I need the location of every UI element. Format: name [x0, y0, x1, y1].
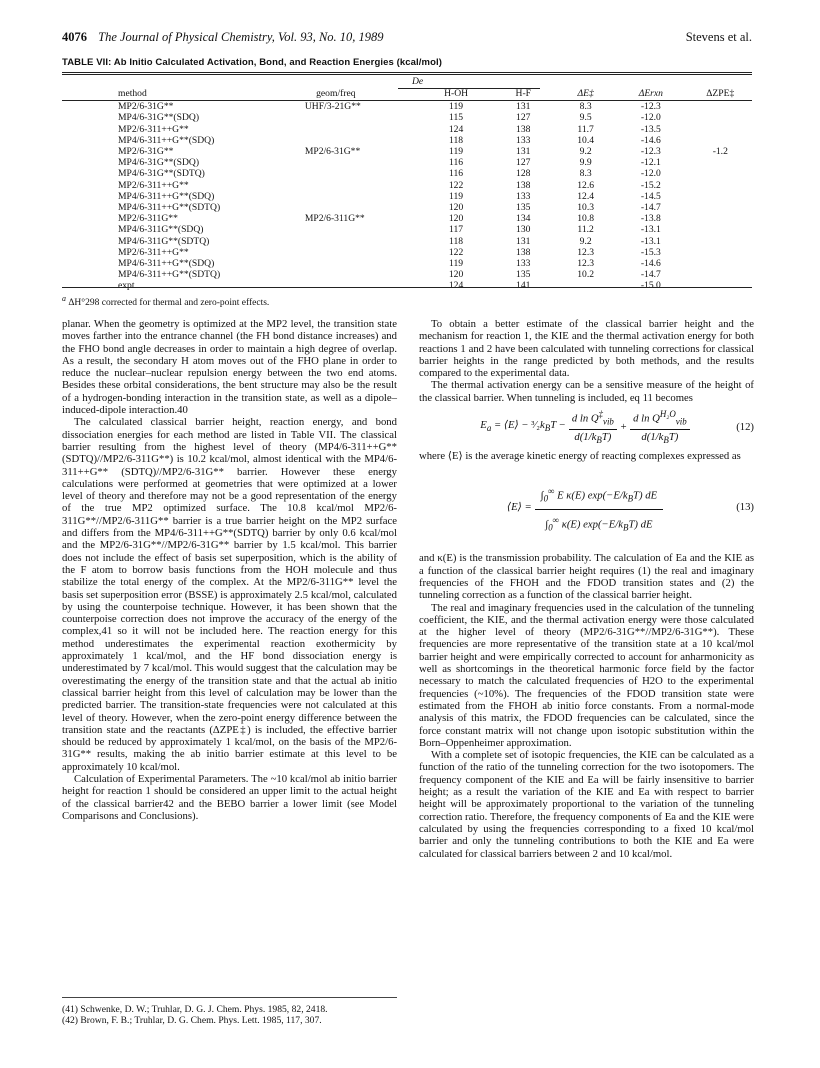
table-footnote: $^a$ ΔH°298 corrected for thermal and zero-point effects. — [62, 294, 270, 309]
table-cell: MP4/6-311G**(SDQ) — [118, 224, 204, 236]
table-row — [62, 247, 752, 258]
table-cell: -12.0 — [640, 168, 661, 180]
table-cell: MP2/6-31G** — [118, 146, 174, 158]
table-cell — [689, 191, 752, 202]
paragraph: planar. When the geometry is optimized at the MP2 level, the transition state moves farther into the entrance channel (the FH bond distance increases) and the FHO bond angle decreases in order to maintain a high degree of overlap. As a result, the secondary H atom moves out of the FHO plane in order to reduce the nuclear–nuclear repulsion energy between the two end atoms. Besides these orbital considerations, the bent structure may also be the result of a hydrogen-bonding interaction in the transition state, as well as a dipole–induced-dipole interaction.40 — [62, 318, 397, 417]
table-cell — [248, 180, 424, 191]
references — [62, 1004, 397, 1027]
paragraph: To obtain a better estimate of the classical barrier height and the mechanism for reaction 1, the KIE and the thermal activation energy for both reactions 1 and 2 have been calculated with tunneling corrections for classical barrier heights in the range predicted by both methods, and the results compared to the experimental data. — [419, 318, 754, 380]
table-cell: 10.4 — [577, 134, 595, 146]
reference-rule — [62, 997, 397, 998]
table-row — [62, 213, 752, 224]
table-cell — [689, 224, 752, 235]
equation-number-13: (13) — [736, 501, 754, 514]
table-cell: UHF/3-21G** — [304, 101, 361, 113]
table-cell: 127 — [516, 157, 531, 169]
table-cell: 12.3 — [577, 246, 595, 258]
table-cell: -14.6 — [640, 258, 661, 270]
equation-12: $E_a$ = ⟨E⟩ − $^3⁄_2k_BT$ − $\frac{d \ln Q^\ddagger_{vib}}{d(1/k_BT)}$ + $\frac{d \ln Q^{H_2O}_{vib}}{d(1/k_BT)}$ (12) — [480, 408, 754, 445]
table-cell — [248, 269, 424, 280]
equation-number-12: (12) — [736, 420, 754, 433]
table-cell: MP2/6-31G** — [304, 146, 361, 158]
table-row — [62, 168, 752, 179]
table-cell: -13.1 — [640, 235, 661, 247]
table-row — [62, 236, 752, 247]
table-cell — [689, 168, 752, 179]
table-cell: -1.2 — [712, 146, 728, 158]
table-cell: 119 — [449, 146, 464, 158]
table-cell: 9.9 — [579, 157, 592, 169]
reference-41: (41) Schwenke, D. W.; Truhlar, D. G. J. Chem. Phys. 1985, 82, 2418. — [62, 1004, 328, 1015]
table-cell: 11.2 — [577, 224, 594, 236]
table-cell — [689, 213, 752, 224]
table-cell: 12.4 — [577, 190, 595, 202]
table-row — [62, 224, 752, 235]
table-cell: 10.8 — [577, 213, 595, 225]
running-header — [62, 30, 752, 46]
table-cell: 8.3 — [579, 101, 592, 113]
table-row — [62, 135, 752, 146]
paragraph: and κ(E) is the transmission probability. The calculation of Ea and the KIE as a function of the classical barrier height requires (1) the real and imaginary frequencies of the FHOH and the FDOD transition states and (2) the tunneling correction as a function of the classical barrier height. — [419, 552, 754, 602]
table-row — [62, 124, 752, 135]
table-top-rule-2 — [62, 74, 752, 75]
table-cell: 138 — [516, 179, 531, 191]
table-cell: MP4/6-311++G**(SDQ) — [118, 190, 215, 202]
table-cell — [689, 202, 752, 213]
col-header-zpe: ΔZPE‡ — [706, 88, 735, 99]
table-cell: MP2/6-31G** — [118, 101, 174, 113]
table-cell — [689, 124, 752, 135]
table-cell: MP4/6-311G**(SDTQ) — [118, 235, 210, 247]
table-cell: 133 — [516, 190, 531, 202]
table-cell: 133 — [516, 258, 531, 270]
table-cell: 130 — [516, 224, 531, 236]
table-cell: MP4/6-311++G**(SDTQ) — [118, 269, 221, 281]
table-cell: MP4/6-31G**(SDQ) — [118, 112, 200, 124]
table-cell — [689, 269, 752, 280]
table-cell: 119 — [449, 101, 464, 113]
table-cell: MP4/6-31G**(SDTQ) — [118, 168, 205, 180]
table-cell: 122 — [448, 246, 464, 258]
table-cell — [248, 135, 424, 146]
table-cell: 10.2 — [577, 269, 595, 281]
table-cell: MP2/6-311G** — [304, 213, 365, 225]
table-cell: 124 — [448, 280, 464, 292]
table-row — [62, 269, 752, 280]
table-cell: 118 — [449, 235, 464, 247]
table-cell: 122 — [448, 179, 464, 191]
table-caption: TABLE VII: Ab Initio Calculated Activation, Bond, and Reaction Energies (kcal/mol) — [62, 57, 442, 68]
table-cell: -15.3 — [640, 246, 661, 258]
page-number: 4076 — [62, 30, 87, 44]
table-cell — [248, 236, 424, 247]
table-cell — [689, 258, 752, 269]
table-cell: -15.2 — [640, 179, 661, 191]
table-cell: 120 — [448, 213, 464, 225]
table-cell: 131 — [516, 146, 531, 158]
table-bottom-rule — [62, 287, 752, 288]
table-header-row — [62, 88, 752, 101]
table-cell: -15.0 — [640, 280, 661, 292]
table-row — [62, 191, 752, 202]
table-cell: 116 — [449, 168, 464, 180]
table-row — [62, 258, 752, 269]
table-cell: expt — [118, 280, 135, 292]
group-header-de: De — [412, 76, 424, 87]
table-cell — [689, 112, 752, 123]
table-cell: 135 — [516, 269, 531, 281]
left-column — [62, 318, 397, 822]
col-header-reaction-energy: ΔErxn — [638, 88, 663, 99]
table-cell — [248, 191, 424, 202]
table-cell: MP4/6-31G**(SDQ) — [118, 157, 200, 169]
table-cell — [248, 112, 424, 123]
energies-table — [62, 88, 752, 292]
table-cell: 9.2 — [579, 235, 592, 247]
table-cell: 118 — [449, 134, 464, 146]
table-cell: 116 — [449, 157, 464, 169]
table-cell: 10.3 — [577, 202, 595, 214]
table-cell: 119 — [449, 190, 464, 202]
table-row — [62, 101, 752, 112]
paragraph: The real and imaginary frequencies used in the calculation of the tunneling coefficient, the KIE, and the thermal activation energy were those calculated at the higher level of theory (MP2/6-31G**//MP2/6-31G**). These frequencies are more representative of the transition state at a 10 kcal/mol barrier height and were empirically corrected to account for anharmonicity as well as shortcomings in the theoretical harmonic force field by the factor necessary to match the calculated frequencies of H2O to the experimental frequencies (~10%). The frequencies of the FDOD transition state were estimated from the FHOH ab initio force constants. From a normal-mode analysis of this matrix, the FDOD frequencies can be calculated, since the force constant matrix will not change upon isotopic substitution within the Born–Oppenheimer approximation. — [419, 601, 754, 749]
table-cell: 134 — [516, 213, 531, 225]
table-cell — [689, 236, 752, 247]
table-cell — [248, 124, 424, 135]
paragraph: Calculation of Experimental Parameters. The ~10 kcal/mol ab initio barrier height for reaction 1 should be considered an upper limit to the actual height of the classical barrier42 and the BEBO barrier a lower limit (see Model Comparisons and Conclusions). — [62, 772, 397, 822]
table-cell: -14.5 — [640, 190, 661, 202]
table-cell: 117 — [449, 224, 464, 236]
table-cell: 9.2 — [579, 146, 592, 158]
col-header-barrier: ΔE‡ — [577, 88, 594, 99]
table-cell: 120 — [448, 269, 464, 281]
paragraph: The thermal activation energy can be a sensitive measure of the height of the classical barrier. When tunneling is included, eq 11 becomes — [419, 379, 754, 404]
paragraph: where ⟨E⟩ is the average kinetic energy of reacting complexes expressed as — [419, 450, 741, 463]
table-cell: -12.0 — [640, 112, 661, 124]
table-cell: MP4/6-311++G**(SDQ) — [118, 258, 215, 270]
equation-13: ⟨E⟩ = $\frac{\int_0^\infty E \kappa(E) \exp(-E/k_BT) dE}{\int_0^\infty \kappa(E) \exp(-E/k_BT) dE}$ (13) — [419, 468, 754, 546]
running-authors: Stevens et al. — [685, 30, 752, 44]
table-cell: MP2/6-311++G** — [118, 123, 189, 135]
table-top-rule — [62, 72, 752, 73]
paragraph: The calculated classical barrier height, reaction energy, and bond dissociation energies for each method are listed in Table VII. The classical barrier resulting from the highest level of theory (MP4/6-311++G**(SDTQ)//MP2/6-311G**) is 10.2 kcal/mol, almost identical with the MP4/6-311++G** (SDTQ)//MP2/6-31G** barrier. However these energy calculations were performed at geometries that were optimized at a lower level of theory and therefore may not be a good representation of the energy of the true MP2 optimized surface. The 10.8 kcal/mol MP2/6-311G**//MP2/6-311G** barrier is a true barrier height on the MP2 surface and differs from the MP4/6-311++G**(SDTQ) barrier by only 0.6 kcal/mol and the MP2/6-31G**//MP2/6-31G** barrier by 1.5 kcal/mol. This barrier does not include the effect of basis set superposition, which is the ability of the F atom to borrow basis functions from the HOH molecule and thus stabilize the total energy of the complex. At the MP2/6-311G** level the basis set superposition error (BSSE) is approximately 2.5 kcal/mol, calculated by using the counterpoise technique. However, it has been shown that the counterpoise correction does not improve the accuracy of the energy of the complex,41 so it will not be included here. The reaction energy for this method underestimates the experimental reaction exothermicity by approximately 1 kcal/mol, and the HF bond dissociation energy is underestimated by 7 kcal/mol. This would suggest that the calculation may be overestimating the energy of the transition state and that the actual ab initio classical barrier height from this level of calculation may be lower than the predicted barrier. The transition-state frequencies were not calculated at this level of theory. However, when the zero-point energy difference between the transition state and the reactants (ΔZPE‡) is included, the effective barrier should be reduced by approximately 1 kcal/mol, on the basis of the MP2/6-31G** results, making the ab initio barrier estimate at this level to be approximately 10 kcal/mol. — [62, 416, 397, 773]
journal-title: The Journal of Physical Chemistry, Vol. 93, No. 10, 1989 — [98, 30, 384, 44]
table-cell: 12.3 — [577, 258, 595, 270]
paragraph: With a complete set of isotopic frequencies, the KIE can be calculated as a function of the ratio of the tunneling correction for the two isotopomers. The frequency component of the KIE and Ea will be fairly insensitive to barrier height; as a result the variation of the KIE and Ea with respect to barrier height will be approximately proportional to the variation of the tunneling correction ratio. Therefore, the frequency components of Ea and the KIE were calculated by using the frequencies corresponding to a fixed 10 kcal/mol barrier and only the tunneling contributions to both the KIE and Ea were calculated for classical barriers between 2 and 10 kcal/mol. — [419, 749, 754, 860]
table-cell: MP2/6-311G** — [118, 213, 178, 225]
table-cell: -13.5 — [640, 123, 661, 135]
table-row — [62, 180, 752, 191]
table-cell: 127 — [516, 112, 531, 124]
table-cell: 115 — [449, 112, 464, 124]
table-cell: 128 — [516, 168, 531, 180]
table-cell: -14.7 — [640, 269, 661, 281]
table-cell: 135 — [516, 202, 531, 214]
table-row — [62, 112, 752, 123]
table-cell — [248, 258, 424, 269]
table-cell: 131 — [516, 235, 531, 247]
table-cell — [689, 135, 752, 146]
table-cell: MP4/6-311++G**(SDTQ) — [118, 202, 221, 214]
col-header-hf: H-F — [515, 88, 531, 99]
table-cell — [248, 202, 424, 213]
table-cell: -13.8 — [640, 213, 661, 225]
right-column — [419, 318, 754, 860]
table-cell: MP4/6-311++G**(SDQ) — [118, 134, 215, 146]
col-header-geom: geom/freq — [316, 88, 356, 99]
table-body — [62, 101, 752, 291]
table-cell — [248, 247, 424, 258]
table-cell — [689, 101, 752, 112]
table-cell — [248, 168, 424, 179]
table-cell — [689, 180, 752, 191]
table-cell — [248, 157, 424, 168]
table-cell: 138 — [516, 123, 531, 135]
table-cell: 119 — [449, 258, 464, 270]
reference-42: (42) Brown, F. B.; Truhlar, D. G. Chem. Phys. Lett. 1985, 117, 307. — [62, 1015, 322, 1027]
col-header-hoh: H-OH — [444, 88, 469, 99]
table-cell: -14.6 — [640, 134, 661, 146]
table-row — [62, 157, 752, 168]
table-cell — [689, 247, 752, 258]
table-cell: 11.7 — [577, 123, 594, 135]
col-header-method: method — [118, 88, 147, 99]
table-cell: 120 — [448, 202, 464, 214]
table-cell: -12.3 — [640, 101, 661, 113]
table-row — [62, 146, 752, 157]
table-cell: 133 — [516, 134, 531, 146]
table-cell: 124 — [448, 123, 464, 135]
table-cell: -14.7 — [640, 202, 661, 214]
table-cell: MP2/6-311++G** — [118, 179, 189, 191]
table-cell: 138 — [516, 246, 531, 258]
table-cell: 9.5 — [579, 112, 592, 124]
table-cell: MP2/6-311++G** — [118, 246, 189, 258]
table-cell: 12.6 — [577, 179, 595, 191]
table-cell — [689, 157, 752, 168]
table-cell: 131 — [516, 101, 531, 113]
table-cell: -12.1 — [640, 157, 661, 169]
table-cell: 141 — [516, 280, 531, 292]
table-row — [62, 202, 752, 213]
table-cell: -13.1 — [640, 224, 661, 236]
table-cell: -12.3 — [640, 146, 661, 158]
table-cell: 8.3 — [579, 168, 592, 180]
table-cell — [248, 224, 424, 235]
